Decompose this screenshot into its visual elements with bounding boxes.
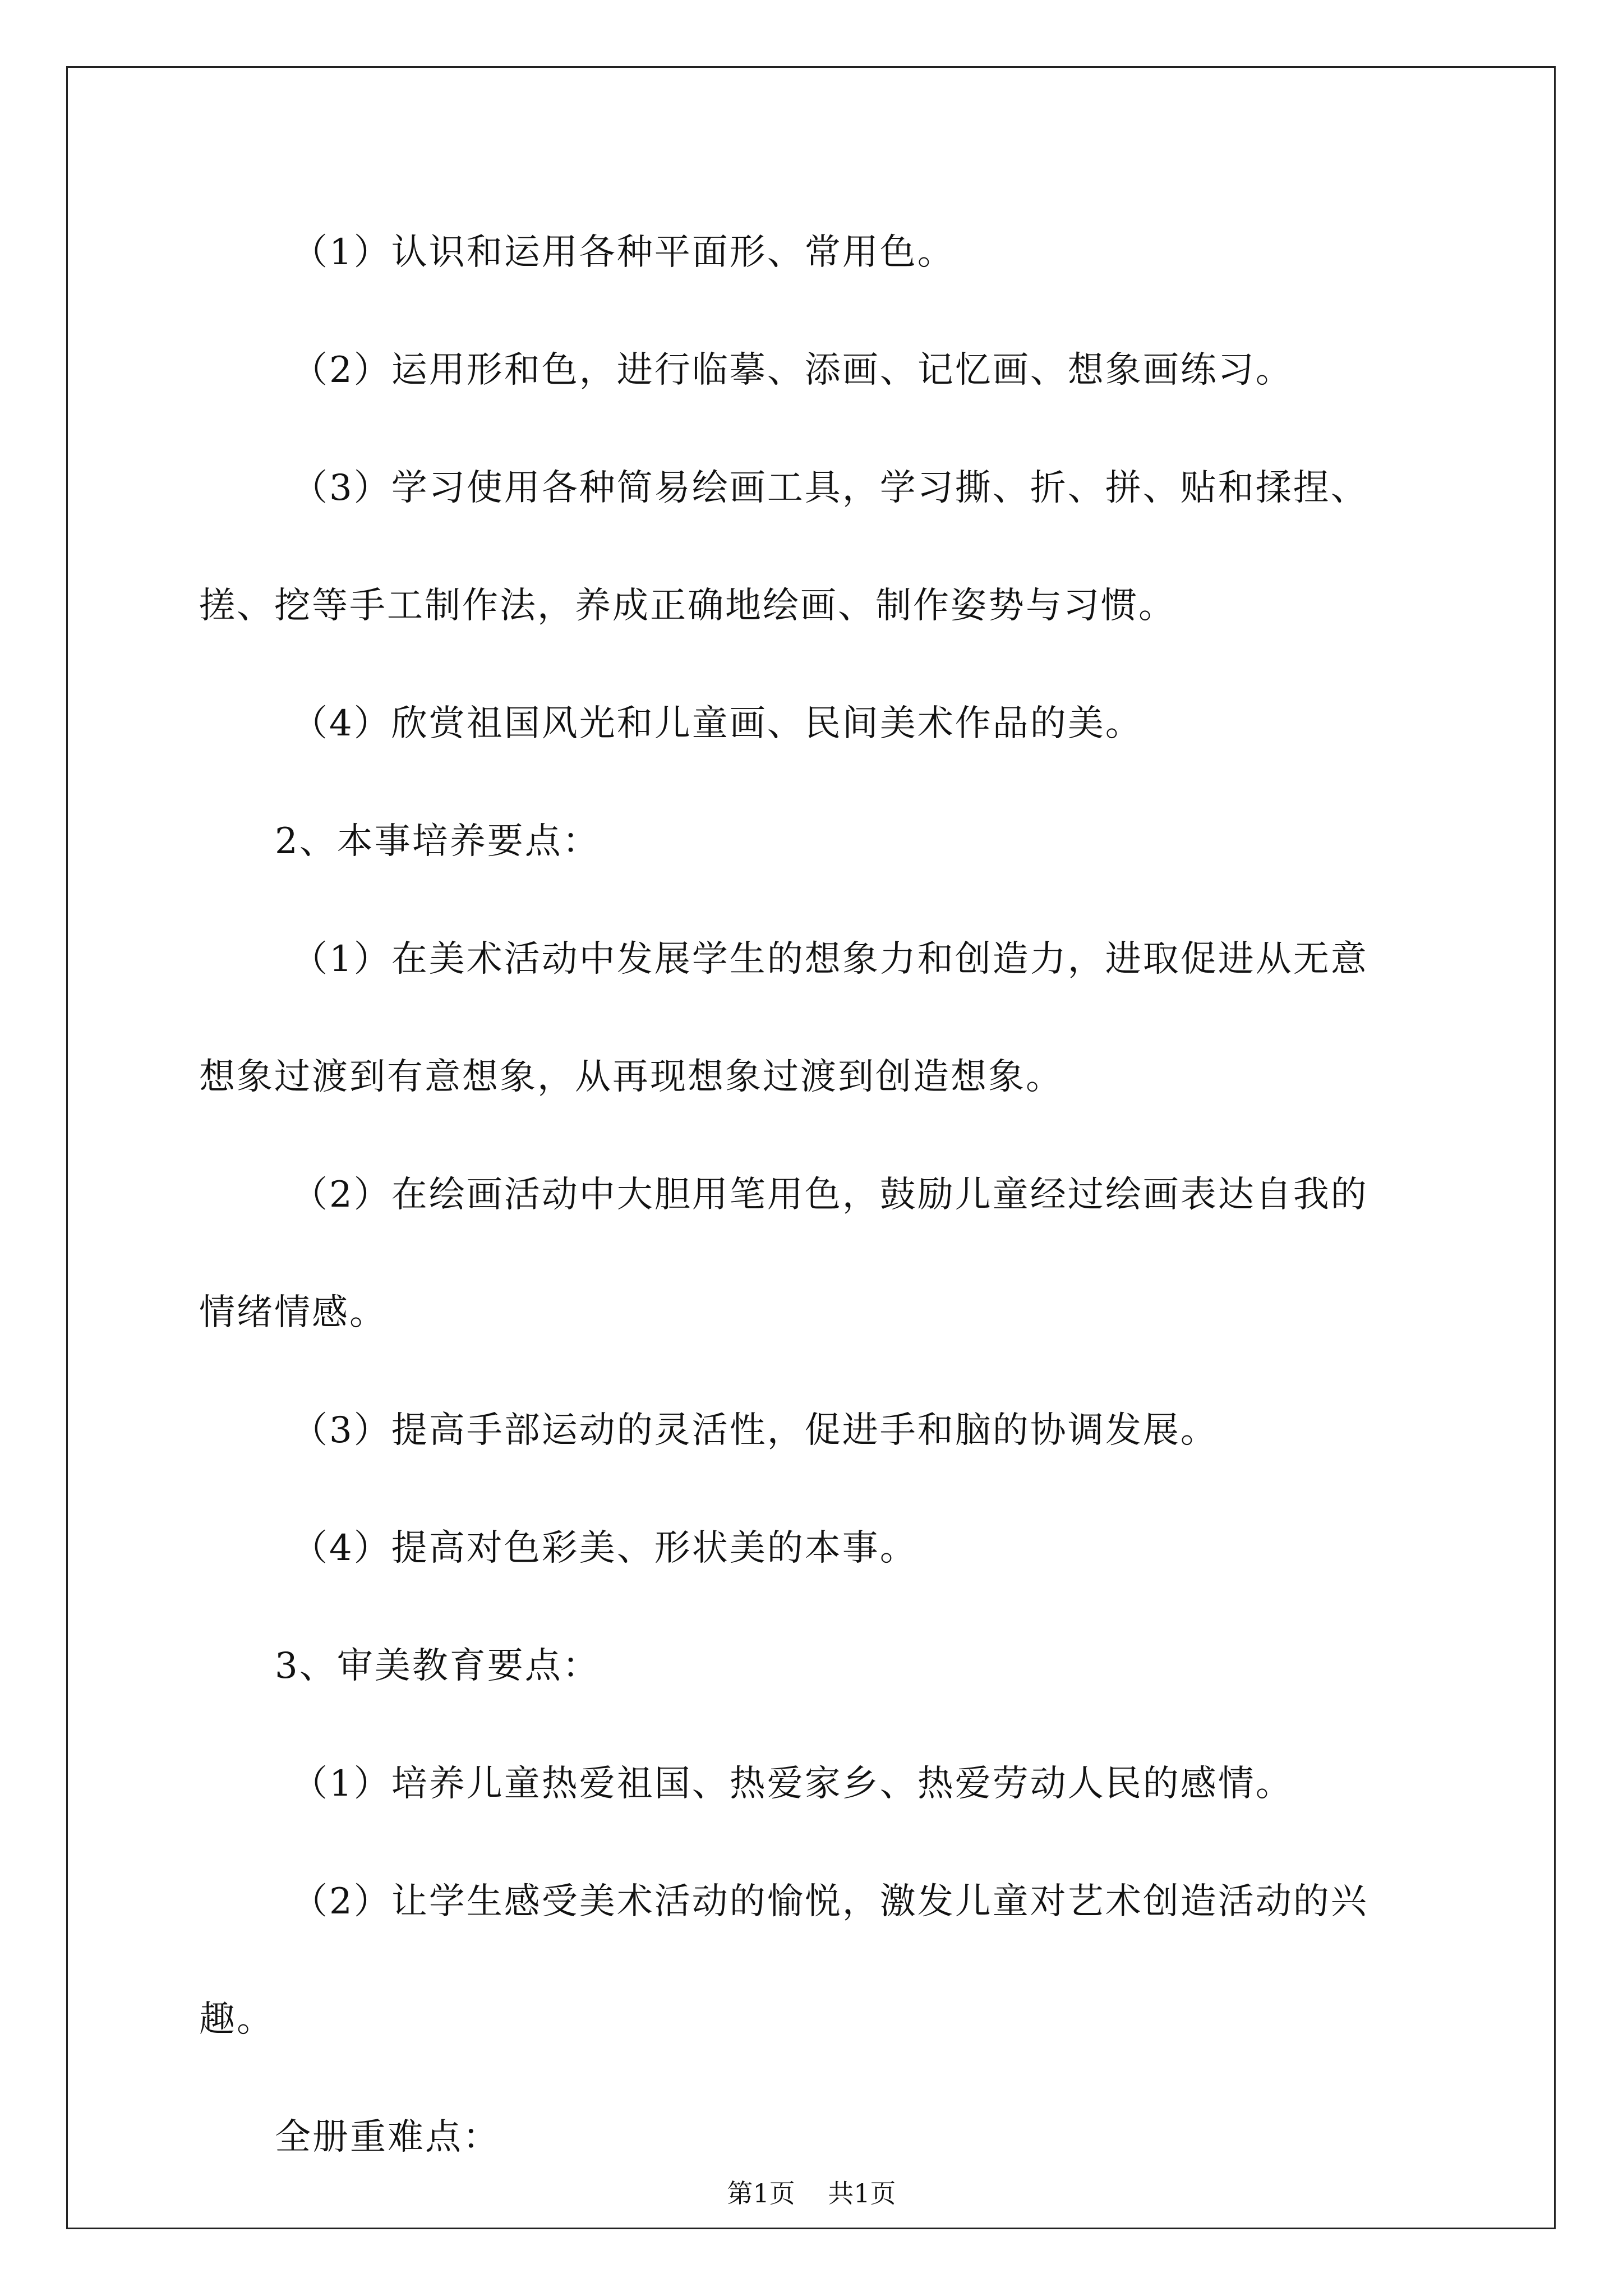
paragraph-2-2-continued: 情绪情感。 [199,1292,387,1333]
paragraph-1-1: （1）认识和运用各种平面形、常用色。 [292,232,955,273]
paragraph-3-1: （1）培养儿童热爱祖国、热爱家乡、热爱劳动人民的感情。 [292,1763,1293,1805]
page-number-footer: 第1页 共1页 [727,2178,896,2208]
paragraph-1-3-continued: 搓、挖等手工制作法，养成正确地绘画、制作姿势与习惯。 [199,585,1176,627]
paragraph-1-2: （2）运用形和色，进行临摹、添画、记忆画、想象画练习。 [292,349,1293,391]
section-heading-3: 3、审美教育要点： [275,1645,600,1687]
paragraph-2-3: （3）提高手部运动的灵活性，促进手和脑的协调发展。 [292,1410,1218,1451]
paragraph-2-1-continued: 想象过渡到有意想象，从再现想象过渡到创造想象。 [199,1056,1063,1098]
paragraph-2-4: （4）提高对色彩美、形状美的本事。 [292,1527,917,1569]
paragraph-3-2: （2）让学生感受美术活动的愉悦，激发儿童对艺术创造活动的兴 [292,1881,1368,1922]
paragraph-3-2-continued: 趣。 [199,1999,274,2040]
paragraph-1-4: （4）欣赏祖国风光和儿童画、民间美术作品的美。 [292,703,1143,744]
paragraph-2-2: （2）在绘画活动中大胆用笔用色，鼓励儿童经过绘画表达自我的 [292,1174,1368,1216]
paragraph-2-1: （1）在美术活动中发展学生的想象力和创造力，进取促进从无意 [292,938,1368,980]
section-heading-key-points: 全册重难点： [275,2116,500,2158]
paragraph-1-3: （3）学习使用各种简易绘画工具，学习撕、折、拼、贴和揉捏、 [292,467,1368,509]
section-heading-2: 2、本事培养要点： [275,821,600,862]
